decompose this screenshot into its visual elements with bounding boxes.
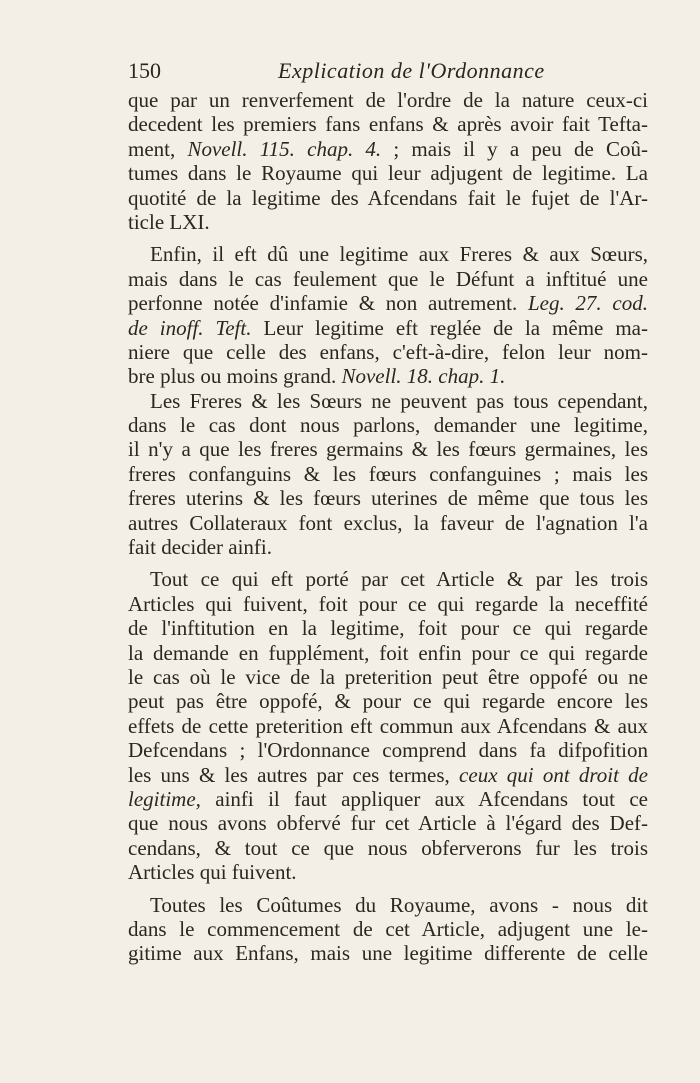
- text-line: les uns & les autres par ces termes, ceux qui ont droit de: [128, 762, 648, 787]
- text-line: bre plus ou moins grand. Novell. 18. chap. 1.: [128, 364, 506, 389]
- text-line: legitime, ainfi il faut appliquer aux Afcendans tout ce: [128, 786, 648, 811]
- text-line: que par un renverfement de l'ordre de la nature ceux-ci: [128, 88, 648, 112]
- text-line: effets de cette preterition eft commun aux Afcendans & aux: [128, 713, 648, 738]
- body-text: [128, 88, 648, 966]
- text-line: le cas où le vice de la preterition peut être oppofé ou ne: [128, 664, 648, 689]
- text-line: Les Freres & les Sœurs ne peuvent pas tous cependant,: [150, 388, 648, 413]
- text-line: cendans, & tout ce que nous obferverons fur les trois: [128, 835, 648, 860]
- text-line: niere que celle des enfans, c'eft-à-dire, felon leur nom-: [128, 339, 648, 364]
- text-line: perfonne notée d'infamie & non autrement. Leg. 27. cod.: [128, 291, 648, 316]
- text-line: Enfin, il eft dû une legitime aux Freres & aux Sœurs,: [150, 242, 648, 267]
- text-line: que nous avons obfervé fur cet Article à l'égard des Def-: [128, 811, 648, 836]
- text-line: Defcendans ; l'Ordonnance comprend dans fa difpofition: [128, 738, 648, 763]
- text-line: quotité de la legitime des Afcendans fait le fujet de l'Ar-: [128, 185, 648, 210]
- text-line: dans le cas dont nous parlons, demander une legitime,: [128, 413, 648, 438]
- text-line: Articles qui fuivent.: [128, 860, 297, 885]
- text-line: decedent les premiers fans enfans & après avoir fait Tefta-: [128, 112, 648, 137]
- text-line: Toutes les Coûtumes du Royaume, avons - nous dit: [150, 892, 648, 917]
- text-line: la demande en fupplément, foit enfin pour ce qui regarde: [128, 640, 648, 665]
- text-line: Tout ce qui eft porté par cet Article & par les trois: [150, 567, 648, 592]
- text-line: de inoff. Teft. Leur legitime eft reglée de la même ma-: [128, 315, 648, 340]
- text-line: ment, Novell. 115. chap. 4. ; mais il y a peu de Coû-: [128, 136, 648, 161]
- text-line: dans le commencement de cet Article, adjugent une le-: [128, 916, 648, 941]
- text-line: freres confanguins & les fœurs confanguines ; mais les: [128, 461, 648, 486]
- text-line: gitime aux Enfans, mais une legitime differente de celle: [128, 941, 648, 966]
- running-head: [128, 58, 648, 88]
- text-line: tumes dans le Royaume qui leur adjugent de legitime. La: [128, 161, 648, 186]
- text-line: mais dans le cas feulement que le Défunt a inftitué une: [128, 266, 648, 291]
- text-line: freres uterins & les fœurs uterines de même que tous les: [128, 486, 648, 511]
- text-line: peut pas être oppofé, & pour ce qui regarde encore les: [128, 689, 648, 714]
- running-title: Explication de l'Ordonnance: [278, 58, 545, 83]
- text-line: ticle LXI.: [128, 209, 210, 234]
- text-line: de l'inftitution en la legitime, foit pour ce qui regarde: [128, 616, 648, 641]
- page-number: 150: [128, 58, 161, 83]
- text-line: autres Collateraux font exclus, la faveur de l'agnation l'a: [128, 510, 648, 535]
- text-line: Articles qui fuivent, foit pour ce qui regarde la neceffité: [128, 591, 648, 616]
- text-line: il n'y a que les freres germains & les fœurs germaines, les: [128, 437, 648, 462]
- text-line: fait decider ainfi.: [128, 535, 273, 560]
